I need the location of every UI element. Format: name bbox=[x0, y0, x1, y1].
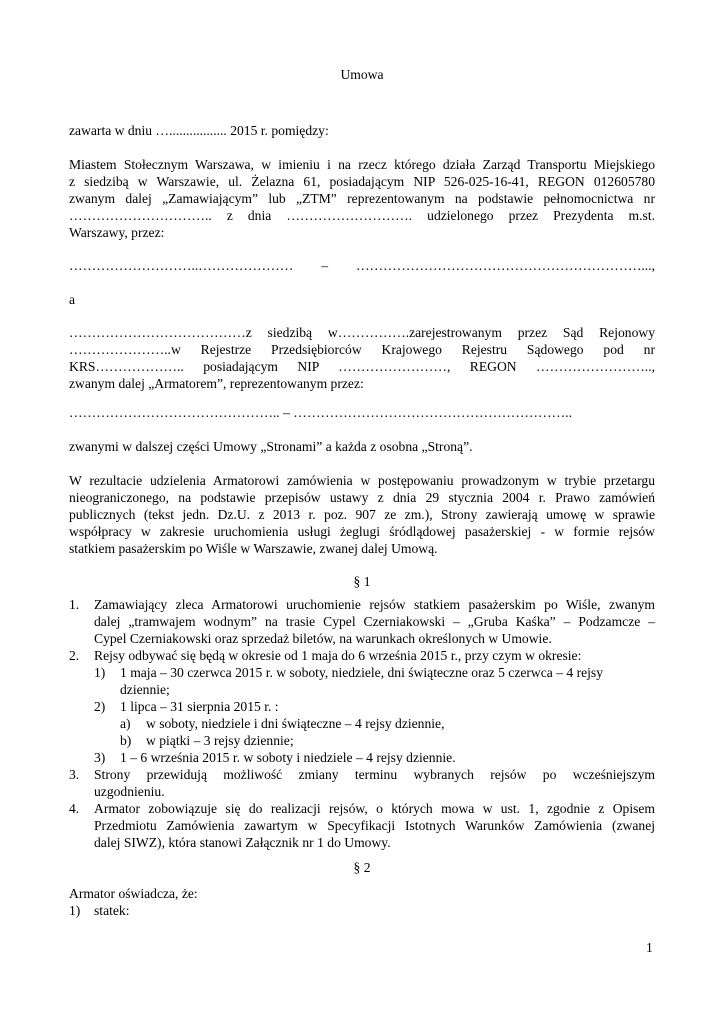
preamble-line: współpracy w zakresie uruchomienia usługi żeglugi śródlądowej pasażerskiej - w formie rejsów bbox=[69, 524, 655, 539]
item4-line: Armator zobowiązuje się do realizacji rejsów, o których mowa w ust. 1, zgodnie z Opisem bbox=[94, 801, 655, 816]
party1-line: Miastem Stołecznym Warszawa, w imieniu i na rzecz którego działa Zarząd Transportu Miejskiego bbox=[69, 157, 655, 172]
subitem-line: 1 lipca – 31 sierpnia 2015 r. : bbox=[120, 699, 279, 714]
subitem-line: dziennie; bbox=[120, 682, 170, 697]
subitem-number: 1) bbox=[94, 665, 106, 680]
item3-line: Strony przewidują możliwość zmiany terminu wybranych rejsów po wcześniejszym bbox=[94, 767, 655, 782]
item-number: 4. bbox=[69, 801, 80, 816]
party2-line: zwanym dalej „Armatorem”, reprezentowanym przez: bbox=[69, 376, 364, 391]
item1-line: Zamawiający zleca Armatorowi uruchomienie rejsów statkiem pasażerskim po Wiśle, zwanym bbox=[94, 597, 655, 612]
representative2-line: ……………………………………….. – …………………………………………………….. bbox=[69, 405, 572, 420]
party2-line: …………………………………z siedzibą w…………….zarejestrowanym przez Sąd Rejonowy bbox=[69, 325, 655, 340]
item4-line: dalej SIWZ), która stanowi Załącznik nr 1 do Umowy. bbox=[94, 835, 391, 850]
section2-line: Armator oświadcza, że: bbox=[69, 886, 198, 901]
item1-line: dalej „tramwajem wodnym” na trasie Cypel Czerniakowski – „Gruba Kaśka” – Podzamcze – bbox=[94, 614, 655, 629]
item-number: 2. bbox=[69, 648, 80, 663]
intro-line: zawarta w dniu …................. 2015 r. pomiędzy: bbox=[69, 123, 329, 138]
subitem-number: 3) bbox=[94, 750, 106, 765]
item-number: 3. bbox=[69, 767, 80, 782]
party1-line: zwanym dalej „Zamawiającym” lub „ZTM” reprezentowanym na podstawie pełnomocnictwa nr bbox=[69, 191, 655, 206]
item3-line: uzgodnieniu. bbox=[94, 784, 165, 799]
item2-line: Rejsy odbywać się będą w okresie od 1 maja do 6 września 2015 r., przy czym w okresie: bbox=[94, 648, 582, 663]
subsubitem-line: w piątki – 3 rejsy dziennie; bbox=[146, 733, 294, 748]
and-line: a bbox=[69, 292, 76, 307]
representative1-line: ………………………..………………… – ………………………………………………………..., bbox=[69, 258, 655, 273]
subsubitem-letter: a) bbox=[120, 716, 131, 731]
party2-line: KRS……………….. posiadającym NIP ……………………, REGON …………………….., bbox=[69, 359, 655, 374]
section1-heading: § 1 bbox=[353, 574, 371, 589]
subsubitem-line: w soboty, niedziele i dni świąteczne – 4 rejsy dziennie, bbox=[146, 716, 445, 731]
party1-line: z siedzibą w Warszawie, ul. Żelazna 61, posiadającym NIP 526-025-16-41, REGON 012605780 bbox=[69, 174, 655, 189]
parties-definition: zwanymi w dalszej części Umowy „Stronami” a każda z osobna „Stroną”. bbox=[69, 439, 473, 454]
preamble-line: W rezultacie udzielenia Armatorowi zamówienia w postępowaniu prowadzonym w trybie przetargu bbox=[69, 473, 655, 488]
item4-line: Przedmiotu Zamówienia zawartym w Specyfikacji Istotnych Warunków Zamówienia (zwanej bbox=[94, 818, 655, 833]
preamble-line: publicznych (tekst jedn. Dz.U. z 2013 r. poz. 907 ze zm.), Strony zawierają umowę w sprawie bbox=[69, 507, 655, 522]
party1-line: Warszawy, przez: bbox=[69, 225, 165, 240]
page-number: 1 bbox=[646, 940, 653, 955]
section2-subitem: statek: bbox=[94, 903, 130, 918]
party1-line: ………………………….. z dnia ………………………. udzielonego przez Prezydenta m.st. bbox=[69, 208, 655, 223]
subitem-number: 1) bbox=[69, 903, 81, 918]
preamble-line: nieograniczonego, na podstawie przepisów ustawy z dnia 29 stycznia 2004 r. Prawo zamówień bbox=[69, 490, 655, 505]
subitem-line: 1 – 6 września 2015 r. w soboty i niedziele – 4 rejsy dziennie. bbox=[120, 750, 456, 765]
party2-line: …………………..w Rejestrze Przedsiębiorców Krajowego Rejestru Sądowego pod nr bbox=[69, 342, 655, 357]
subitem-line: 1 maja – 30 czerwca 2015 r. w soboty, niedziele, dni świąteczne oraz 5 czerwca – 4 rejsy bbox=[120, 665, 604, 680]
item1-line: Cypel Czerniakowski oraz sprzedaż biletów, na warunkach określonych w Umowie. bbox=[94, 631, 552, 646]
item-number: 1. bbox=[69, 597, 80, 612]
subsubitem-letter: b) bbox=[120, 733, 132, 748]
document-title: Umowa bbox=[340, 67, 384, 82]
section2-heading: § 2 bbox=[353, 860, 371, 875]
preamble-line: statkiem pasażerskim po Wiśle w Warszawie, zwanej dalej Umową. bbox=[69, 541, 438, 556]
subitem-number: 2) bbox=[94, 699, 106, 714]
